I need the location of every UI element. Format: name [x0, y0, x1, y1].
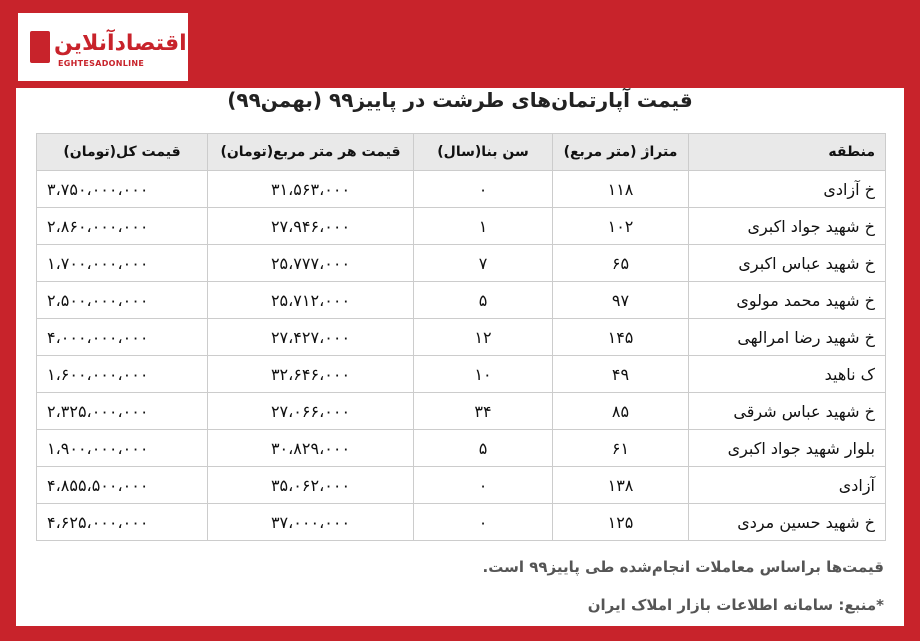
table-row — [37, 393, 886, 430]
cell-price-per-meter: ۳۷،۰۰۰،۰۰۰ — [208, 504, 414, 541]
cell-area: ۱۲۵ — [553, 504, 689, 541]
cell-age: ۵ — [414, 282, 553, 319]
price-table — [36, 133, 886, 541]
header-price-per-meter: قیمت هر متر مربع(تومان) — [208, 134, 414, 171]
cell-region: ک ناهید — [689, 356, 886, 393]
cell-total-price: ۱،۷۰۰،۰۰۰،۰۰۰ — [37, 245, 208, 282]
cell-age: ۷ — [414, 245, 553, 282]
cell-total-price: ۴،۸۵۵،۵۰۰،۰۰۰ — [37, 467, 208, 504]
cell-age: ۳۴ — [414, 393, 553, 430]
table-row — [37, 319, 886, 356]
cell-price-per-meter: ۲۷،۰۶۶،۰۰۰ — [208, 393, 414, 430]
cell-area: ۱۱۸ — [553, 171, 689, 208]
logo — [18, 13, 188, 81]
cell-total-price: ۲،۳۲۵،۰۰۰،۰۰۰ — [37, 393, 208, 430]
table-row — [37, 504, 886, 541]
table-row — [37, 208, 886, 245]
logo-text-en: EGHTESADONLINE — [58, 59, 145, 68]
cell-price-per-meter: ۳۱،۵۶۳،۰۰۰ — [208, 171, 414, 208]
cell-total-price: ۲،۸۶۰،۰۰۰،۰۰۰ — [37, 208, 208, 245]
cell-age: ۰ — [414, 467, 553, 504]
cell-total-price: ۳،۷۵۰،۰۰۰،۰۰۰ — [37, 171, 208, 208]
logo-text: اقتصادآنلاین — [54, 31, 187, 56]
cell-price-per-meter: ۲۵،۷۱۲،۰۰۰ — [208, 282, 414, 319]
table-row — [37, 430, 886, 467]
cell-age: ۵ — [414, 430, 553, 467]
cell-price-per-meter: ۳۵،۰۶۲،۰۰۰ — [208, 467, 414, 504]
logo-mark — [30, 31, 50, 63]
header-age: سن بنا(سال) — [414, 134, 553, 171]
cell-region: خ شهید عباس اکبری — [689, 245, 886, 282]
table-row — [37, 245, 886, 282]
cell-age: ۰ — [414, 504, 553, 541]
cell-area: ۱۳۸ — [553, 467, 689, 504]
source-note: *منبع: سامانه اطلاعات بازار املاک ایران — [587, 596, 884, 614]
table-row — [37, 356, 886, 393]
cell-price-per-meter: ۲۷،۹۴۶،۰۰۰ — [208, 208, 414, 245]
cell-age: ۰ — [414, 171, 553, 208]
cell-price-per-meter: ۳۰،۸۲۹،۰۰۰ — [208, 430, 414, 467]
cell-region: خ شهید جواد اکبری — [689, 208, 886, 245]
cell-region: خ شهید عباس شرقی — [689, 393, 886, 430]
price-table-card — [16, 88, 904, 626]
cell-area: ۴۹ — [553, 356, 689, 393]
cell-area: ۶۱ — [553, 430, 689, 467]
table-title: قیمت آپارتمان‌های طرشت در پاییز۹۹ (بهمن۹۹) — [227, 88, 693, 112]
cell-total-price: ۴،۶۲۵،۰۰۰،۰۰۰ — [37, 504, 208, 541]
cell-total-price: ۴،۰۰۰،۰۰۰،۰۰۰ — [37, 319, 208, 356]
cell-area: ۹۷ — [553, 282, 689, 319]
cell-area: ۱۴۵ — [553, 319, 689, 356]
cell-region: آزادی — [689, 467, 886, 504]
footnote: قیمت‌ها براساس معاملات انجام‌شده طی پاییز۹۹ است. — [482, 558, 884, 576]
cell-total-price: ۱،۹۰۰،۰۰۰،۰۰۰ — [37, 430, 208, 467]
cell-age: ۱۰ — [414, 356, 553, 393]
header-region: منطقه — [689, 134, 886, 171]
cell-price-per-meter: ۲۷،۴۲۷،۰۰۰ — [208, 319, 414, 356]
header-area: متراژ (متر مربع) — [553, 134, 689, 171]
cell-region: خ آزادی — [689, 171, 886, 208]
header-row — [37, 134, 886, 171]
cell-region: خ شهید محمد مولوی — [689, 282, 886, 319]
table-row — [37, 467, 886, 504]
cell-total-price: ۱،۶۰۰،۰۰۰،۰۰۰ — [37, 356, 208, 393]
cell-region: خ شهید رضا امرالهی — [689, 319, 886, 356]
cell-price-per-meter: ۲۵،۷۷۷،۰۰۰ — [208, 245, 414, 282]
cell-region: بلوار شهید جواد اکبری — [689, 430, 886, 467]
table-row — [37, 282, 886, 319]
cell-region: خ شهید حسین مردی — [689, 504, 886, 541]
cell-age: ۱ — [414, 208, 553, 245]
cell-age: ۱۲ — [414, 319, 553, 356]
cell-area: ۸۵ — [553, 393, 689, 430]
header-total-price: قیمت کل(تومان) — [37, 134, 208, 171]
cell-area: ۶۵ — [553, 245, 689, 282]
cell-area: ۱۰۲ — [553, 208, 689, 245]
table-row — [37, 171, 886, 208]
cell-price-per-meter: ۳۲،۶۴۶،۰۰۰ — [208, 356, 414, 393]
cell-total-price: ۲،۵۰۰،۰۰۰،۰۰۰ — [37, 282, 208, 319]
